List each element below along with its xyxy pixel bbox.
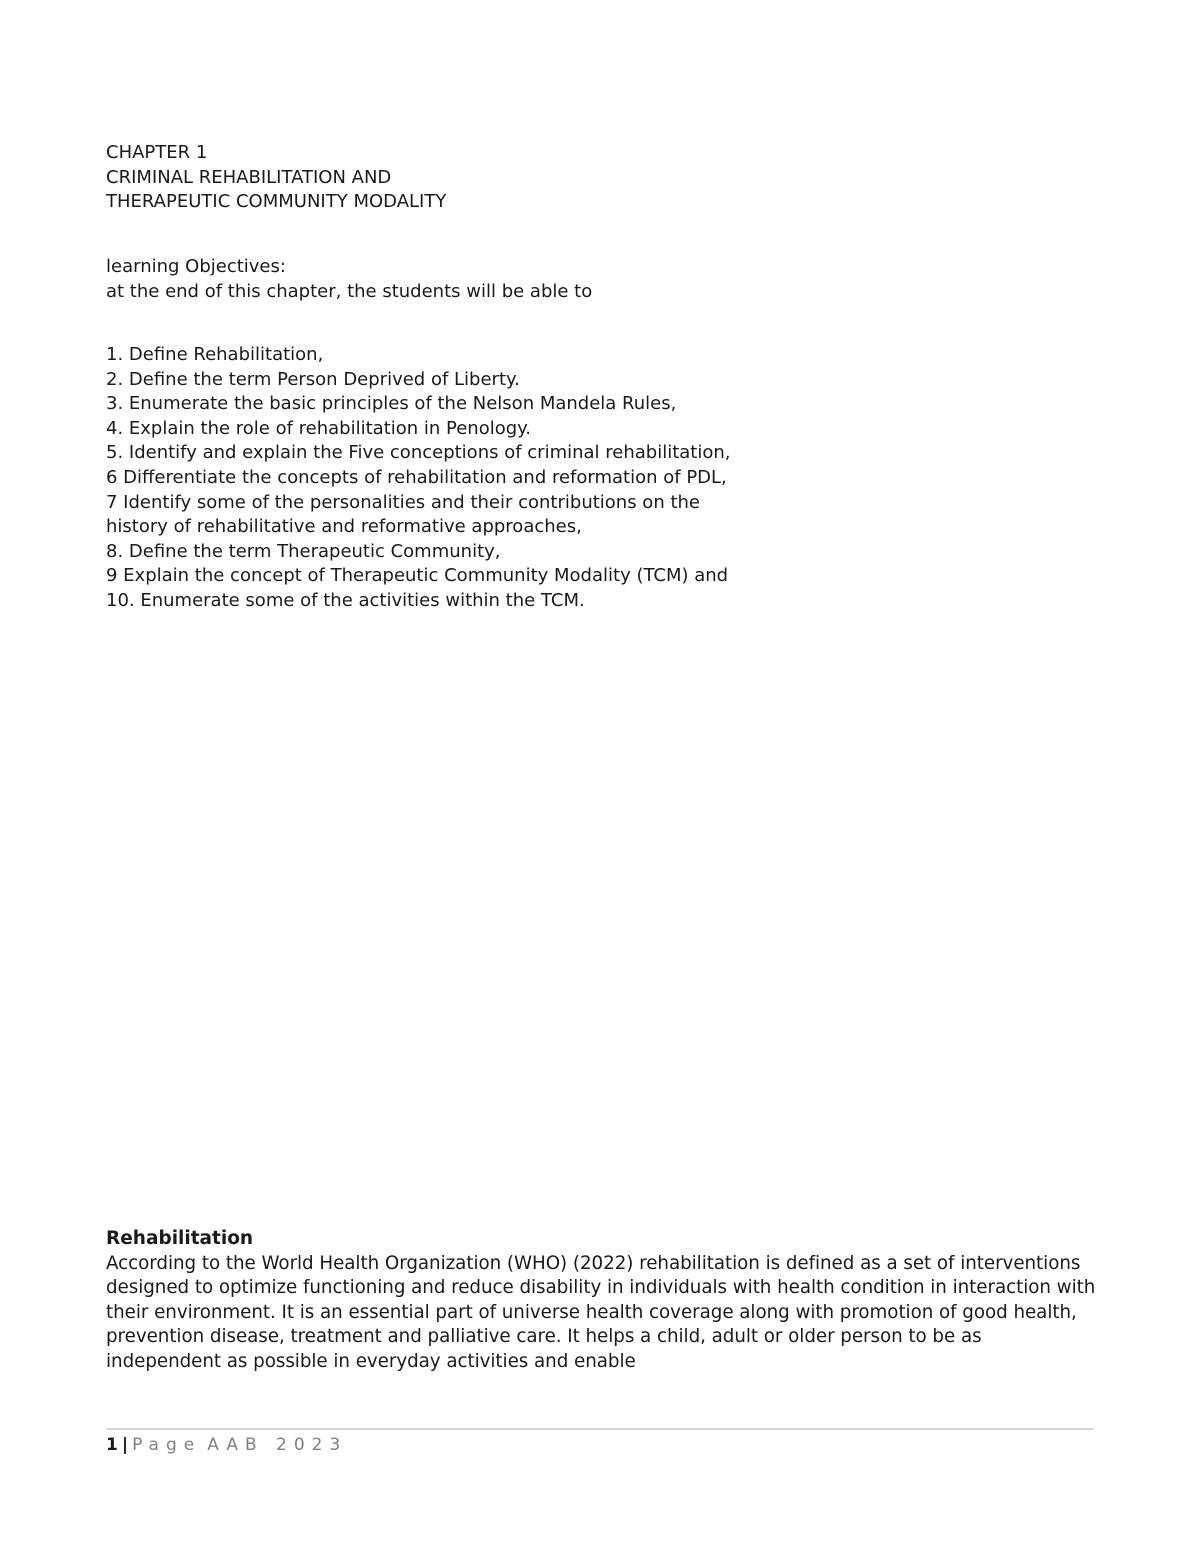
page-label: Page (132, 1435, 202, 1455)
chapter-number: CHAPTER 1 (106, 142, 208, 163)
objective-item: 2. Define the term Person Deprived of Liberty. (106, 368, 520, 390)
objective-item: 5. Identify and explain the Five conceptions of criminal rehabilitation, (106, 442, 731, 464)
page-number: 1 (106, 1435, 118, 1455)
section-title: Rehabilitation (106, 1228, 254, 1249)
objective-item: 1. Define Rehabilitation, (106, 344, 324, 365)
footer-code: AAB 2023 (207, 1435, 348, 1455)
rehabilitation-section (106, 1227, 1096, 1374)
objective-item: 10. Enumerate some of the activities within the TCM. (106, 589, 585, 611)
objective-item: 4. Explain the role of rehabilitation in Penology. (106, 417, 531, 439)
objective-item: 6 Differentiate the concepts of rehabilitation and reformation of PDL, (106, 466, 727, 488)
objective-item: 7 Identify some of the personalities and their contributions on the history of rehabilitative and reformative approaches, (106, 491, 700, 538)
section-body: According to the World Health Organization (WHO) (2022) rehabilitation is defined as a set of interventions designed to optimize functioning and reduce disability in individuals with health condition in interaction with their environment. It is an essential part of universe health coverage along with promotion of good health, prevention disease, treatment and palliative care. It helps a child, adult or older person to be as independent as possible in everyday activities and enable (106, 1252, 1096, 1372)
objective-item: 3. Enumerate the basic principles of the Nelson Mandela Rules, (106, 393, 677, 415)
objective-item: 8. Define the term Therapeutic Community, (106, 540, 501, 562)
objective-item: 9 Explain the concept of Therapeutic Community Modality (TCM) and (106, 565, 729, 587)
objectives-intro-text: at the end of this chapter, the students will be able to (106, 280, 593, 302)
page-footer (106, 1433, 347, 1457)
objectives-intro (106, 255, 592, 304)
chapter-title-line-1: CRIMINAL REHABILITATION AND (106, 166, 392, 188)
footer-separator: | (121, 1435, 129, 1455)
chapter-header (106, 141, 446, 215)
chapter-title-line-2: THERAPEUTIC COMMUNITY MODALITY (106, 191, 447, 212)
footer-divider (106, 1428, 1094, 1430)
objectives-heading: learning Objectives: (106, 256, 286, 277)
objectives-list (106, 343, 746, 614)
